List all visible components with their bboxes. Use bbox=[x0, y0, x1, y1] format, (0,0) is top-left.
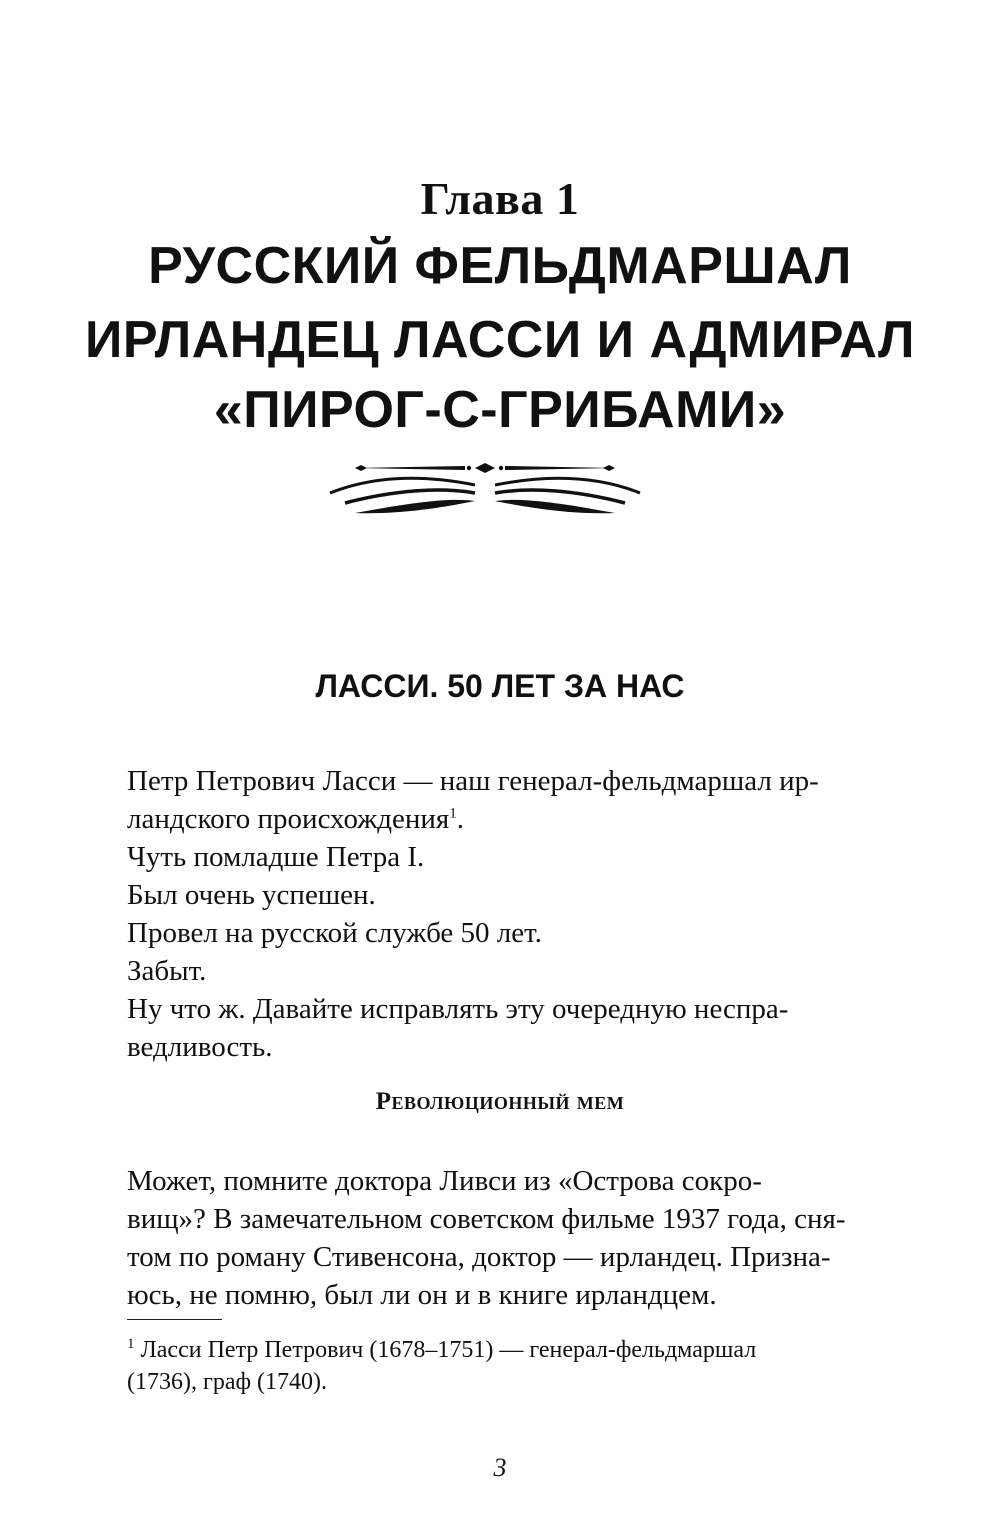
chapter-title-line-2: ИРЛАНДЕЦ ЛАССИ И АДМИРАЛ bbox=[84, 311, 916, 369]
paragraph-6-line-1: Ну что ж. Давайте исправлять эту очередную неспра- bbox=[127, 993, 789, 1025]
paragraph-3: Был очень успешен. bbox=[127, 879, 376, 911]
footnote-line-1-text: Ласси Петр Петрович (1678–1751) — генерал-фельдмаршал bbox=[140, 1337, 757, 1363]
paragraph-6-line-2: ведливость. bbox=[127, 1031, 273, 1063]
page-number: 3 bbox=[493, 1453, 507, 1482]
subsection-heading: Революционный мем bbox=[375, 1088, 625, 1115]
footnote-number: 1 bbox=[127, 1336, 135, 1352]
paragraph-2: Чуть помладше Петра I. bbox=[127, 841, 425, 873]
footnote-line-2: (1736), граф (1740). bbox=[127, 1369, 328, 1395]
chapter-title-line-3: «ПИРОГ-С-ГРИБАМИ» bbox=[213, 381, 787, 439]
paragraph-1-line-2-end: . bbox=[456, 803, 465, 835]
footnote-reference: 1 bbox=[449, 805, 457, 822]
paragraph-1-line-1: Петр Петрович Ласси — наш генерал-фельдмаршал ир- bbox=[127, 765, 819, 797]
paragraph-1-line-2-text: ландского происхождения bbox=[127, 803, 450, 835]
paragraph-5: Забыт. bbox=[127, 955, 207, 987]
subsection-line-2: вищ»? В замечательном советском фильме 1937 года, сня- bbox=[127, 1203, 846, 1235]
section-heading: ЛАССИ. 50 ЛЕТ ЗА НАС bbox=[315, 668, 685, 704]
subsection-line-1: Может, помните доктора Ливси из «Острова сокро- bbox=[127, 1165, 762, 1197]
paragraph-4: Провел на русской службе 50 лет. bbox=[127, 917, 542, 949]
chapter-label: Глава 1 bbox=[420, 173, 580, 224]
flourish-divider-icon bbox=[325, 455, 645, 525]
footnote-divider bbox=[127, 1319, 222, 1320]
subsection-line-3: том по роману Стивенсона, доктор — ирландец. Призна- bbox=[127, 1241, 831, 1273]
footnote-line-1 bbox=[127, 1334, 887, 1366]
subsection-line-4: юсь, не помню, был ли он и в книге ирландцем. bbox=[127, 1279, 717, 1311]
chapter-title-line-1: РУССКИЙ ФЕЛЬДМАРШАЛ bbox=[148, 237, 852, 295]
paragraph-1-line-2 bbox=[127, 800, 887, 838]
